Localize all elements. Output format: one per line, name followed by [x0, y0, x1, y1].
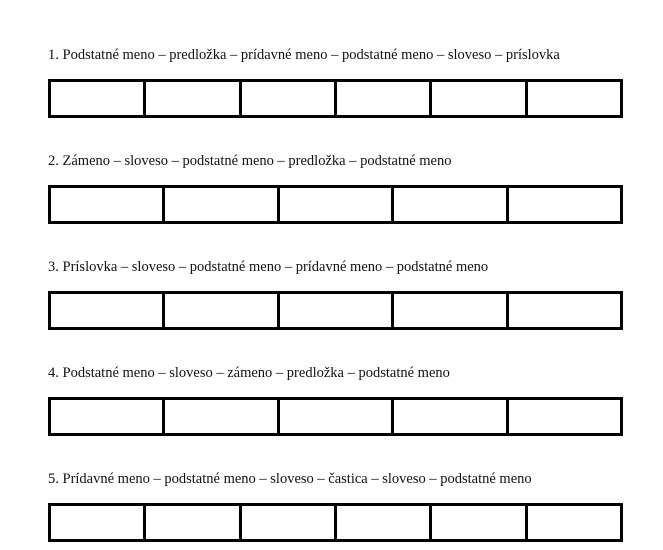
answer-cell[interactable] [509, 294, 620, 327]
answer-cell[interactable] [394, 188, 508, 221]
answer-cell[interactable] [509, 400, 620, 433]
answer-cell[interactable] [394, 400, 508, 433]
answer-grid [48, 79, 623, 118]
answer-cell[interactable] [337, 506, 432, 539]
exercise-2 [48, 152, 623, 170]
exercise-prompt: 1. Podstatné meno – predložka – prídavné meno – podstatné meno – sloveso – príslovka [48, 47, 560, 63]
answer-cell[interactable] [165, 294, 279, 327]
exercise-3 [48, 258, 623, 276]
answer-cell[interactable] [165, 188, 279, 221]
answer-cell[interactable] [280, 400, 394, 433]
answer-cell[interactable] [51, 294, 165, 327]
answer-cell[interactable] [242, 82, 337, 115]
answer-cell[interactable] [394, 294, 508, 327]
answer-cell[interactable] [242, 506, 337, 539]
exercise-1 [48, 46, 623, 64]
answer-cell[interactable] [51, 506, 146, 539]
answer-cell[interactable] [280, 188, 394, 221]
exercise-prompt: 3. Príslovka – sloveso – podstatné meno – prídavné meno – podstatné meno [48, 259, 489, 275]
answer-cell[interactable] [432, 506, 527, 539]
answer-cell[interactable] [432, 82, 527, 115]
exercise-prompt: 2. Zámeno – sloveso – podstatné meno – predložka – podstatné meno [48, 153, 452, 169]
answer-cell[interactable] [337, 82, 432, 115]
answer-cell[interactable] [51, 188, 165, 221]
answer-grid [48, 397, 623, 436]
answer-cell[interactable] [509, 188, 620, 221]
exercise-prompt: 4. Podstatné meno – sloveso – zámeno – predložka – podstatné meno [48, 365, 450, 381]
answer-cell[interactable] [51, 82, 146, 115]
answer-cell[interactable] [280, 294, 394, 327]
answer-cell[interactable] [146, 82, 241, 115]
exercise-5 [48, 470, 623, 488]
answer-cell[interactable] [51, 400, 165, 433]
answer-grid [48, 503, 623, 542]
answer-cell[interactable] [146, 506, 241, 539]
exercise-prompt: 5. Prídavné meno – podstatné meno – sloveso – častica – sloveso – podstatné meno [48, 471, 532, 487]
answer-cell[interactable] [528, 82, 620, 115]
exercise-4 [48, 364, 623, 382]
answer-cell[interactable] [165, 400, 279, 433]
answer-grid [48, 185, 623, 224]
answer-grid [48, 291, 623, 330]
answer-cell[interactable] [528, 506, 620, 539]
